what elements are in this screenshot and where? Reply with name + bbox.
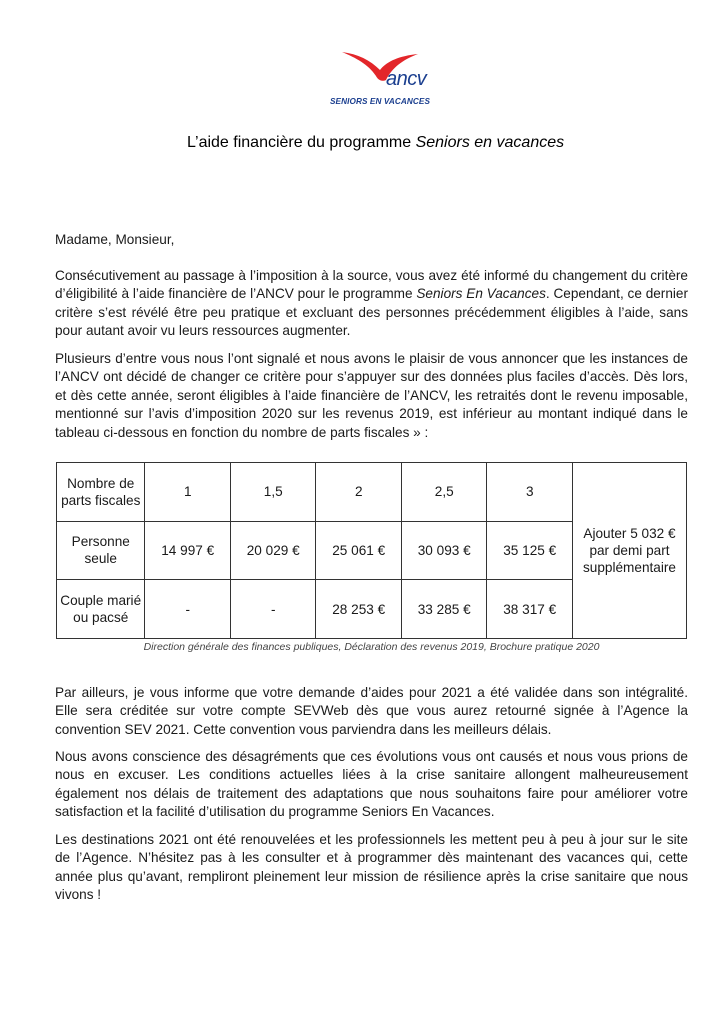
greeting: Madame, Monsieur,: [55, 232, 175, 247]
header-part: 2: [316, 463, 402, 522]
table-cell: 33 285 €: [401, 580, 487, 639]
ancv-logo: [328, 46, 432, 116]
table-cell: 30 093 €: [401, 521, 487, 580]
table-cell: 25 061 €: [316, 521, 402, 580]
table-cell: 35 125 €: [487, 521, 573, 580]
table-cell: 14 997 €: [145, 521, 231, 580]
table-cell: 28 253 €: [316, 580, 402, 639]
title-emphasis: Seniors en vacances: [415, 134, 565, 151]
income-threshold-table: [56, 462, 687, 639]
table-header-row: [57, 463, 687, 522]
row-label: Personne seule: [57, 521, 145, 580]
logo-tagline: SENIORS EN VACANCES: [330, 97, 431, 106]
header-label: Nombre de parts fiscales: [57, 463, 145, 522]
page-title: [187, 134, 564, 152]
paragraph-3: Par ailleurs, je vous informe que votre demande d’aides pour 2021 a été validée dans son intégralité. Elle sera créditée sur votre compte SEVWeb dès que vous aurez retourné signée à l’Agence la convention SEV 2021. Cette convention vous parviendra dans les meilleurs délais.: [55, 685, 688, 737]
paragraph-5: Les destinations 2021 ont été renouvelées et les professionnels les mettent peu à peu à jour sur le site de l’Agence. N’hésitez pas à les consulter et à programmer dès maintenant des vacances qui, cette année plus qu’avant, rempliront pleinement leur mission de résilience après la crise sanitaire que nous vivons !: [55, 832, 688, 903]
table-cell: -: [145, 580, 231, 639]
title-prefix: L’aide financière du programme: [187, 134, 416, 151]
paragraph-4: Nous avons conscience des désagréments que ces évolutions vous ont causés et nous vous prions de nous en excuser. Les conditions actuelles liées à la crise sanitaire allongent malheureusement également nos délais de traitement des adaptations que nous souhaitons faire pour améliorer votre satisfaction et la facilité d’utilisation du programme Seniors En Vacances.: [55, 749, 688, 820]
program-name: Seniors En Vacances: [416, 286, 546, 302]
header-part: 2,5: [401, 463, 487, 522]
paragraph-1: [55, 267, 688, 341]
paragraph-1-text: Consécutivement au passage à l’imposition à la source, vous avez été informé du changement du critère d’éligibilité à l’aide financière de l’ANCV pour le programme: [55, 268, 688, 302]
logo-brand: ancv: [386, 68, 427, 90]
header-part: 1,5: [230, 463, 316, 522]
row-label: Couple marié ou pacsé: [57, 580, 145, 639]
table-cell: 20 029 €: [230, 521, 316, 580]
header-part: 3: [487, 463, 573, 522]
table-cell: -: [230, 580, 316, 639]
paragraph-1-text-end: . Cependant, ce dernier critère s’est révélé être peu pratique et excluant des personnes précédemment éligibles à l’aide, sans pour autant avoir vu leurs ressources augmenter.: [55, 286, 689, 339]
additional-part-note: Ajouter 5 032 € par demi part supplémentaire: [572, 463, 686, 639]
table-cell: 38 317 €: [487, 580, 573, 639]
table-caption: Direction générale des finances publiques, Déclaration des revenus 2019, Brochure pratique 2020: [143, 641, 600, 653]
paragraph-2: Plusieurs d’entre vous nous l’ont signalé et nous avons le plaisir de vous annoncer que les instances de l’ANCV ont décidé de changer ce critère pour s’appuyer sur des données plus faciles d’accès. Dès lors, et dès cette année, seront éligibles à l’aide financière de l’ANCV, les retraités dont le revenu imposable, mentionné sur l’avis d’imposition 2020 sur les revenus 2019, est inférieur au montant indiqué dans le tableau ci-dessous en fonction du nombre de parts fiscales » :: [55, 351, 688, 440]
header-part: 1: [145, 463, 231, 522]
